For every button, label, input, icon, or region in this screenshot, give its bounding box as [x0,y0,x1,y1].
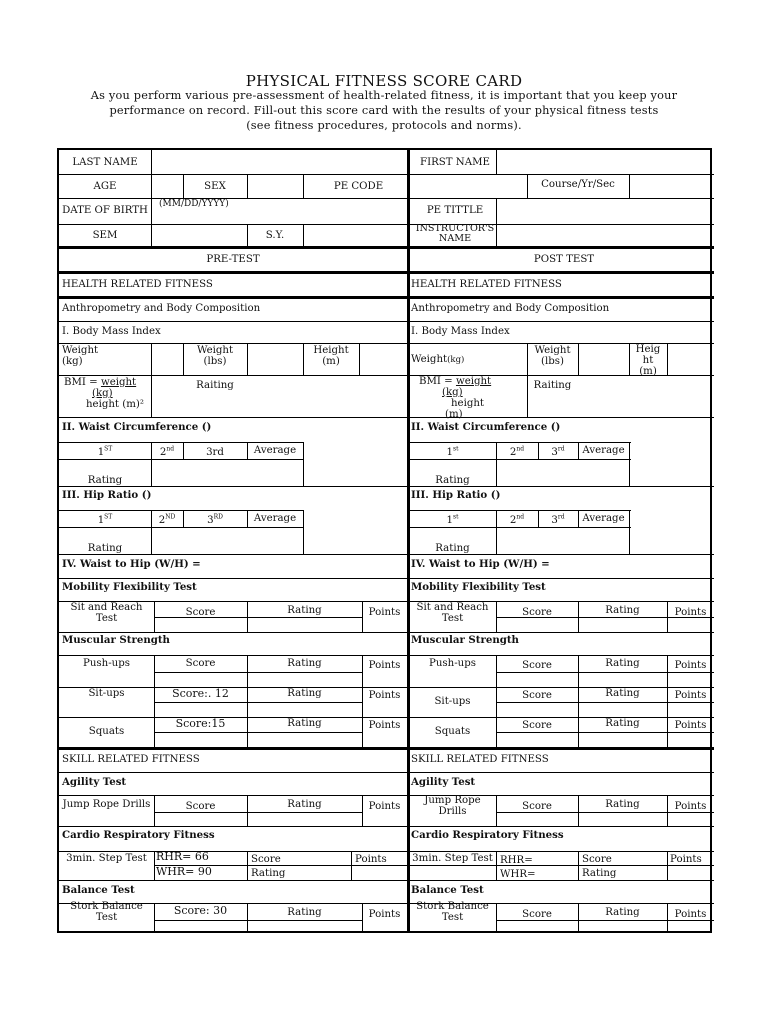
bmi-m: (m) [445,409,463,420]
score-label: Score [522,690,552,701]
post-test-header: POST TEST [533,254,595,265]
rating-label: Rating [287,718,322,729]
ordinal: 2 [159,447,167,458]
points-label: Points [674,660,707,671]
pushups-label-post: Push-ups [429,658,476,669]
waist-1st-post [409,447,496,458]
jump-rope-label-pre: Jump Rope Drills [62,799,151,810]
waist-3rd-pre: 3rd [206,447,224,458]
height-part: Heig [635,344,661,355]
rating-label: Rating [605,718,640,729]
hip-2nd-pre [151,515,183,526]
agility-header-pre: Agility Test [62,776,127,788]
waist-1st-pre [59,447,151,458]
weight-kg-label-post [411,354,464,366]
ordinal: 2 [509,515,517,526]
anthro-header-post: Anthropometry and Body Composition [411,303,610,314]
bmi-weight: weight [100,377,137,388]
intro-line: performance on record. Fill-out this score card with the results of your physical fitness tests [109,104,659,117]
sit-reach-label-post [409,602,496,624]
points-label: Points [368,690,401,701]
suffix: ST [104,513,113,521]
points-label: Points [368,720,401,731]
hip-header-pre: III. Hip Ratio () [62,489,152,501]
dob-format-hint: (MM/DD/YYYY) [159,199,229,209]
intro-line: As you perform various pre-assessment of health-related fitness, it is important that you keep your [90,89,678,102]
health-header-post: HEALTH RELATED FITNESS [411,279,562,290]
bmi-formula [64,377,144,410]
skill-header-pre: SKILL RELATED FITNESS [62,754,200,765]
waist-rating-pre: Rating [87,475,123,486]
squats-score-pre: Score:15 [175,717,226,730]
ordinal: 1 [97,447,105,458]
m-unit: (m) [322,356,340,367]
m-unit: (m) [639,366,657,377]
suffix: nd [166,445,175,453]
weight-word: Weight [62,345,99,356]
line: Sit and Reach [70,602,143,613]
line: Test [95,613,118,624]
ordinal: 2 [158,515,166,526]
hip-rating-post: Rating [435,543,470,554]
line: Stork Balance [70,901,143,912]
waist-3rd-post [538,447,578,458]
rating-label: Rating [287,658,322,669]
instructions [70,88,698,133]
whr-pre: WHR= 90 [156,865,212,878]
agility-header-post: Agility Test [411,776,476,788]
waist-rating-post: Rating [435,475,470,486]
suffix: rd [557,445,565,453]
muscular-header-pre: Muscular Strength [62,634,170,646]
rating-label: Rating [251,868,286,879]
score-label: Score [522,909,552,920]
weight-word: Weight [534,345,571,356]
bmi-kg: (kg) [442,387,463,398]
suffix: rd [557,513,565,521]
mobility-header-pre: Mobility Flexibility Test [62,581,197,593]
bmi-header-pre: I. Body Mass Index [62,326,161,337]
points-label: Points [368,909,401,920]
page-title: PHYSICAL FITNESS SCORE CARD [245,72,523,90]
points-label: Points [368,660,401,671]
rating-label: Rating [582,868,617,879]
ordinal: 2 [509,447,517,458]
rhr-pre: RHR= 66 [156,850,209,863]
waist-2nd-post [496,447,538,458]
suffix: nd [516,445,525,453]
sy-label: S.Y. [265,230,285,241]
whr-post: WHR= [500,869,536,880]
line: Stork Balance [416,901,489,912]
hip-average-post: Average [582,513,625,524]
weight-kg-label [62,345,98,367]
step-test-label-post: 3min. Step Test [412,853,493,864]
waist-header-pre: II. Waist Circumference () [62,421,212,433]
raiting-label-pre: Raiting [196,380,234,391]
points-label: Points [674,690,707,701]
kg-unit: (kg) [447,355,465,365]
score-label: Score [185,801,216,812]
bmi-kg: (kg) [92,388,113,399]
cardio-header-pre: Cardio Respiratory Fitness [62,829,215,841]
course-label: Course/Yr/Sec [541,179,615,190]
points-label: Points [670,854,702,865]
rating-label: Rating [605,605,640,616]
points-label: Points [674,607,707,618]
height-m-label [303,345,359,367]
hip-header-post: III. Hip Ratio () [411,489,501,501]
first-name-label: FIRST NAME [420,157,490,168]
balance-header-post: Balance Test [411,884,484,896]
weight-lbs-label [183,345,247,367]
waist-average-pre: Average [253,445,297,456]
bmi-height: height (m)² [86,399,144,410]
cardio-header-post: Cardio Respiratory Fitness [411,829,564,841]
ordinal: 3 [551,447,558,458]
suffix: nd [516,513,525,521]
score-label: Score [522,801,552,812]
line: Sit and Reach [416,602,489,613]
height-part: ht [642,355,654,366]
ordinal: 1 [97,515,105,526]
weight-lbs-label-post [527,345,578,367]
suffix: ND [165,513,176,521]
situps-score-pre: Score:. 12 [172,687,229,700]
hip-3rd-pre [183,515,247,526]
kg-unit: (kg) [62,356,83,367]
weight-word: Weight [411,354,448,365]
score-label: Score [251,854,281,865]
hip-average-pre: Average [253,513,297,524]
instructor-line: INSTRUCTOR'S [415,223,495,234]
suffix: ST [104,445,113,453]
instructor-name-label [414,224,496,244]
stork-score-pre: Score: 30 [173,904,228,917]
score-label: Score [522,720,552,731]
suffix: st [452,513,459,521]
rating-label: Rating [605,688,640,699]
suffix: st [452,445,459,453]
skill-header-post: SKILL RELATED FITNESS [411,754,549,765]
height-word: Height [313,345,349,356]
waist-hip-post: IV. Waist to Hip (W/H) = [411,558,550,570]
rating-label: Rating [605,799,640,810]
height-m-label-post [629,344,667,377]
balance-header-pre: Balance Test [62,884,135,896]
lbs-unit: (lbs) [541,356,564,367]
score-label: Score [522,660,552,671]
pushups-label-pre: Push-ups [83,658,130,669]
dob-label: DATE OF BIRTH [62,205,148,216]
waist-average-post: Average [582,445,625,456]
hip-3rd-post [538,515,578,526]
squats-label-post: Squats [434,726,471,737]
health-header-pre: HEALTH RELATED FITNESS [62,279,213,290]
hip-rating-pre: Rating [87,543,123,554]
ordinal: 3 [551,515,558,526]
pe-title-label: PE TITTLE [426,205,484,216]
points-label: Points [674,720,707,731]
line: Jump Rope [424,795,481,806]
pre-test-header: PRE-TEST [206,254,260,265]
points-label: Points [368,607,401,618]
score-label: Score [185,658,216,669]
rating-label: Rating [287,907,322,918]
last-name-label: LAST NAME [72,157,138,168]
suffix: RD [213,513,223,521]
squats-label-pre: Squats [88,726,125,737]
ordinal: 1 [446,447,453,458]
stork-label-pre [59,901,154,923]
sem-label: SEM [92,230,118,241]
rhr-post: RHR= [500,855,533,866]
rating-label: Rating [287,605,322,616]
rating-label: Rating [605,907,640,918]
sex-label: SEX [204,181,226,192]
hip-2nd-post [496,515,538,526]
stork-label-post [409,901,496,923]
sit-reach-label-pre [59,602,154,624]
bmi-height: height [451,398,485,409]
mobility-header-post: Mobility Flexibility Test [411,581,546,593]
waist-header-post: II. Waist Circumference () [411,421,561,433]
weight-word: Weight [196,345,234,356]
lbs-unit: (lbs) [203,356,227,367]
age-label: AGE [93,181,117,192]
hip-1st-post [409,515,496,526]
points-label: Points [674,909,707,920]
step-test-label-pre: 3min. Step Test [66,853,147,864]
hip-1st-pre [59,515,151,526]
jump-rope-label-post [409,795,496,817]
anthro-header-pre: Anthropometry and Body Composition [62,303,261,314]
line: Drills [438,806,467,817]
line: Test [95,912,118,923]
points-label: Points [355,854,387,865]
intro-line: (see fitness procedures, protocols and norms). [246,119,522,132]
ordinal: 1 [446,515,453,526]
bmi-eq: BMI = [64,377,101,388]
bmi-eq: BMI = [419,376,456,387]
muscular-header-post: Muscular Strength [411,634,519,646]
line: Test [441,613,464,624]
score-card-table [57,148,712,933]
waist-2nd-pre [151,447,183,458]
score-label: Score [185,607,216,618]
waist-hip-pre: IV. Waist to Hip (W/H) = [62,558,201,570]
ordinal: 3 [207,515,214,526]
score-label: Score [522,607,552,618]
pe-code-label: PE CODE [333,181,384,192]
bmi-formula-post [419,376,491,420]
score-label: Score [582,854,612,865]
situps-label-pre: Sit-ups [88,688,125,699]
rating-label: Rating [605,658,640,669]
rating-label: Rating [287,799,322,810]
raiting-label-post: Raiting [533,380,572,391]
instructor-line: NAME [438,233,472,244]
line: Test [441,912,464,923]
bmi-weight: weight [455,376,492,387]
situps-label-post: Sit-ups [434,696,471,707]
points-label: Points [368,801,401,812]
bmi-header-post: I. Body Mass Index [411,326,510,337]
rating-label: Rating [287,688,322,699]
points-label: Points [674,801,707,812]
